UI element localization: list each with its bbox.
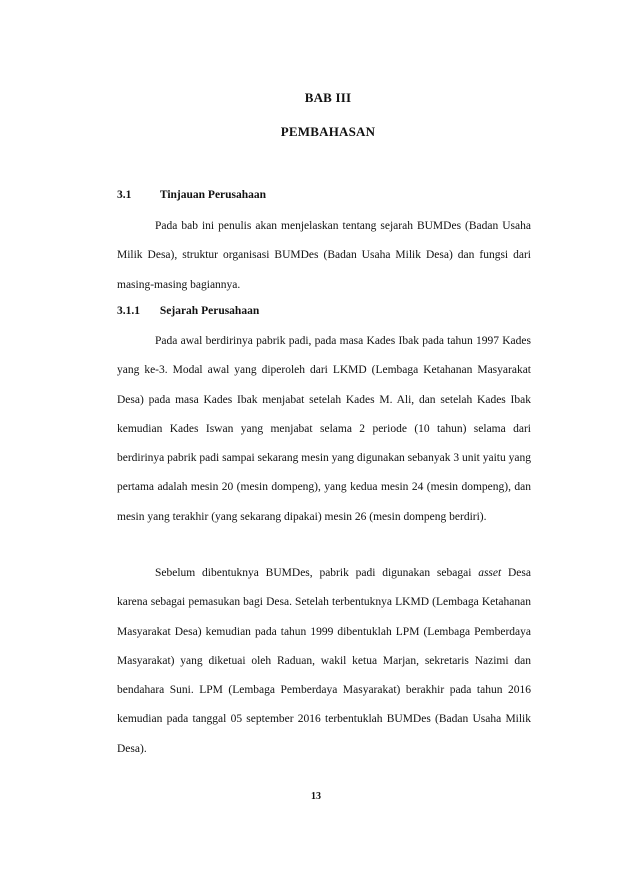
section-title: Tinjauan Perusahaan — [159, 189, 267, 201]
paragraph-history: Pada awal berdirinya pabrik padi, pada masa Kades Ibak pada tahun 1997 Kades yang ke-3. Modal awal yang diperoleh dari LKMD (Lembaga Ketahanan Masyarakat Desa) pada masa Kades Ibak menjabat setelah Kades M. Ali, dan setelah Kades Ibak kemudian Kades Iswan yang menjabat selama 2 periode (10 tahun) selama dari berdirinya pabrik padi sampai sekarang mesin yang digunakan sebanyak 3 unit yaitu yang pertama adalah mesin 20 (mesin dompeng), yang kedua mesin 24 (mesin dompeng), dan mesin yang terakhir (yang sekarang dipakai) mesin 26 (mesin dompeng berdiri). — [117, 335, 531, 523]
italic-term: asset — [478, 567, 502, 579]
section-title: Sejarah Perusahaan — [159, 305, 260, 317]
section-heading-3-1-1 — [117, 305, 259, 317]
section-number: 3.1 — [117, 189, 132, 201]
paragraph-before-bumdes — [117, 559, 531, 764]
page-number: 13 — [311, 791, 321, 802]
section-heading-3-1 — [117, 189, 266, 201]
chapter-subtitle: PEMBAHASAN — [280, 124, 376, 139]
chapter-title: BAB III — [304, 90, 352, 105]
section-number: 3.1.1 — [117, 305, 140, 317]
paragraph-text-before: Sebelum dibentuknya BUMDes, pabrik padi digunakan sebagai — [155, 567, 479, 579]
paragraph-intro: Pada bab ini penulis akan menjelaskan tentang sejarah BUMDes (Badan Usaha Milik Desa), struktur organisasi BUMDes (Badan Usaha Milik Desa) dan fungsi dari masing-masing bagiannya. — [117, 220, 531, 291]
paragraph-text-after: Desa karena sebagai pemasukan bagi Desa. Setelah terbentuknya LKMD (Lembaga Ketahanan Masyarakat Desa) kemudian pada tahun 1999 dibentuklah LPM (Lembaga Pemberdaya Masyarakat) yang diketuai oleh Raduan, wakil ketua Marjan, sekretaris Nazimi dan bendahara Suni. LPM (Lembaga Pemberdaya Masyarakat) berakhir pada tahun 2016 kemudian pada tanggal 05 september 2016 terbentuklah BUMDes (Badan Usaha Milik Desa). — [117, 567, 531, 755]
